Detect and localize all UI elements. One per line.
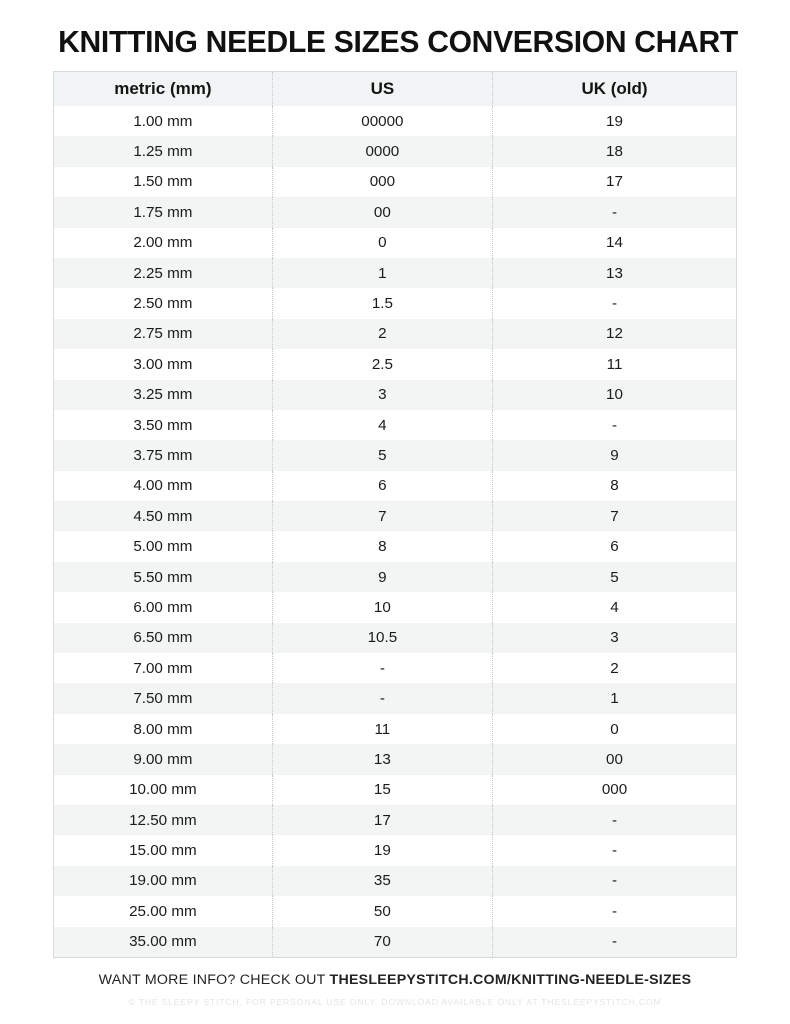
cell-metric: 2.00 mm xyxy=(54,228,272,258)
table-row xyxy=(54,896,736,926)
table-row xyxy=(54,228,736,258)
cell-metric: 12.50 mm xyxy=(54,805,272,835)
column-header-metric: metric (mm) xyxy=(54,72,272,106)
cell-uk: - xyxy=(493,288,736,318)
cell-uk: 12 xyxy=(493,319,736,349)
cell-uk: 5 xyxy=(493,562,736,592)
cell-metric: 7.00 mm xyxy=(54,653,272,683)
cell-uk: - xyxy=(493,896,736,926)
cell-metric: 5.00 mm xyxy=(54,531,272,561)
cell-metric: 3.50 mm xyxy=(54,410,272,440)
cell-uk: 7 xyxy=(493,501,736,531)
footer-website-url[interactable]: THESLEEPYSTITCH.COM/KNITTING-NEEDLE-SIZES xyxy=(329,971,692,988)
cell-metric: 25.00 mm xyxy=(54,896,272,926)
table-row xyxy=(54,136,736,166)
cell-uk: - xyxy=(493,866,736,896)
table-row xyxy=(54,744,736,774)
table-row xyxy=(54,440,736,470)
cell-metric: 1.75 mm xyxy=(54,197,272,227)
footer xyxy=(53,972,737,1007)
table-header xyxy=(54,72,736,106)
cell-us: 7 xyxy=(272,501,492,531)
cell-uk: - xyxy=(493,835,736,865)
table-row xyxy=(54,288,736,318)
cell-uk: 9 xyxy=(493,440,736,470)
cell-uk: 18 xyxy=(493,136,736,166)
cell-us: 00 xyxy=(272,197,492,227)
cell-metric: 4.00 mm xyxy=(54,471,272,501)
cell-metric: 19.00 mm xyxy=(54,866,272,896)
cell-metric: 1.00 mm xyxy=(54,106,272,136)
table-row xyxy=(54,623,736,653)
cell-metric: 10.00 mm xyxy=(54,775,272,805)
cell-us: 000 xyxy=(272,167,492,197)
cell-us: 0000 xyxy=(272,136,492,166)
cell-us: 9 xyxy=(272,562,492,592)
cell-us: 2.5 xyxy=(272,349,492,379)
cell-uk: 6 xyxy=(493,531,736,561)
table-row xyxy=(54,805,736,835)
cell-us: 2 xyxy=(272,319,492,349)
cell-uk: 8 xyxy=(493,471,736,501)
cell-uk: 3 xyxy=(493,623,736,653)
cell-us: 19 xyxy=(272,835,492,865)
cell-uk: - xyxy=(493,197,736,227)
table-body xyxy=(54,106,736,957)
column-header-uk: UK (old) xyxy=(493,72,736,106)
cell-uk: - xyxy=(493,927,736,957)
cell-us: 1 xyxy=(272,258,492,288)
cell-uk: 4 xyxy=(493,592,736,622)
cell-uk: 11 xyxy=(493,349,736,379)
table-row xyxy=(54,592,736,622)
table-row xyxy=(54,167,736,197)
cell-us: - xyxy=(272,653,492,683)
table-row xyxy=(54,501,736,531)
cell-us: 5 xyxy=(272,440,492,470)
cell-metric: 7.50 mm xyxy=(54,683,272,713)
cell-uk: - xyxy=(493,805,736,835)
cell-us: - xyxy=(272,683,492,713)
table-row xyxy=(54,927,736,957)
cell-metric: 3.25 mm xyxy=(54,380,272,410)
cell-metric: 15.00 mm xyxy=(54,835,272,865)
table-row xyxy=(54,319,736,349)
cell-us: 15 xyxy=(272,775,492,805)
cell-uk: - xyxy=(493,410,736,440)
cell-metric: 8.00 mm xyxy=(54,714,272,744)
page-title: KNITTING NEEDLE SIZES CONVERSION CHART xyxy=(58,25,738,59)
cell-uk: 00 xyxy=(493,744,736,774)
cell-uk: 14 xyxy=(493,228,736,258)
cell-uk: 0 xyxy=(493,714,736,744)
cell-metric: 1.25 mm xyxy=(54,136,272,166)
cell-metric: 3.00 mm xyxy=(54,349,272,379)
cell-us: 6 xyxy=(272,471,492,501)
cell-uk: 17 xyxy=(493,167,736,197)
cell-us: 00000 xyxy=(272,106,492,136)
conversion-table-container xyxy=(53,71,737,958)
table-row xyxy=(54,471,736,501)
cell-us: 3 xyxy=(272,380,492,410)
table-header-row xyxy=(54,72,736,106)
cell-metric: 2.25 mm xyxy=(54,258,272,288)
table-row xyxy=(54,835,736,865)
cell-us: 11 xyxy=(272,714,492,744)
table-row xyxy=(54,562,736,592)
cell-metric: 9.00 mm xyxy=(54,744,272,774)
cell-metric: 2.50 mm xyxy=(54,288,272,318)
table-row xyxy=(54,683,736,713)
cell-us: 10 xyxy=(272,592,492,622)
cell-us: 10.5 xyxy=(272,623,492,653)
table-row xyxy=(54,106,736,136)
table-row xyxy=(54,775,736,805)
table-row xyxy=(54,714,736,744)
cell-us: 70 xyxy=(272,927,492,957)
table-row xyxy=(54,866,736,896)
table-row xyxy=(54,380,736,410)
cell-uk: 10 xyxy=(493,380,736,410)
cell-us: 0 xyxy=(272,228,492,258)
table-row xyxy=(54,349,736,379)
cell-us: 13 xyxy=(272,744,492,774)
cell-us: 8 xyxy=(272,531,492,561)
footer-cta-lead: WANT MORE INFO? CHECK OUT xyxy=(98,971,330,988)
cell-metric: 35.00 mm xyxy=(54,927,272,957)
cell-us: 35 xyxy=(272,866,492,896)
cell-metric: 1.50 mm xyxy=(54,167,272,197)
table-row xyxy=(54,531,736,561)
cell-uk: 2 xyxy=(493,653,736,683)
table-row xyxy=(54,258,736,288)
cell-uk: 13 xyxy=(493,258,736,288)
cell-uk: 19 xyxy=(493,106,736,136)
cell-uk: 000 xyxy=(493,775,736,805)
cell-metric: 6.50 mm xyxy=(54,623,272,653)
cell-metric: 4.50 mm xyxy=(54,501,272,531)
cell-uk: 1 xyxy=(493,683,736,713)
cell-us: 17 xyxy=(272,805,492,835)
footer-copyright-notice: © THE SLEEPY STITCH. FOR PERSONAL USE ONLY. DOWNLOAD AVAILABLE ONLY AT THESLEEPYSTITCH.COM xyxy=(128,996,662,1007)
cell-us: 4 xyxy=(272,410,492,440)
column-header-us: US xyxy=(272,72,492,106)
cell-metric: 5.50 mm xyxy=(54,562,272,592)
table-row xyxy=(54,653,736,683)
needle-size-conversion-table xyxy=(54,72,736,957)
cell-us: 1.5 xyxy=(272,288,492,318)
cell-metric: 2.75 mm xyxy=(54,319,272,349)
cell-metric: 3.75 mm xyxy=(54,440,272,470)
cell-us: 50 xyxy=(272,896,492,926)
cell-metric: 6.00 mm xyxy=(54,592,272,622)
table-row xyxy=(54,197,736,227)
footer-cta xyxy=(53,972,737,988)
table-row xyxy=(54,410,736,440)
